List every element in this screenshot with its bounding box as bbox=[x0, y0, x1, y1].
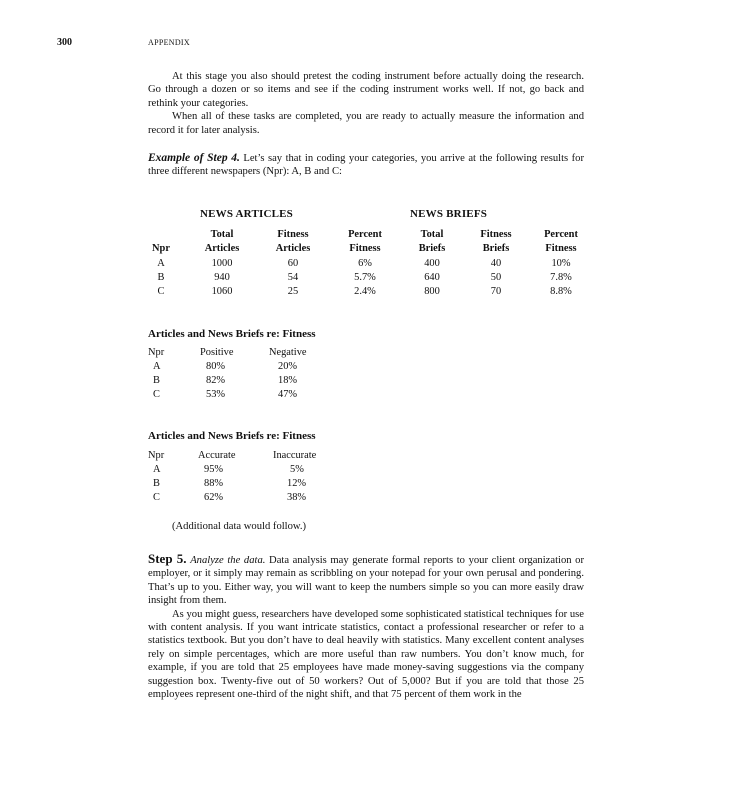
example-text: Let’s say that in coding your categories, you arrive at the following results for three different newspapers (Npr): A, B and C: bbox=[148, 153, 584, 178]
table-row bbox=[148, 492, 398, 505]
cell: 800 bbox=[424, 286, 440, 297]
cell: 5.7% bbox=[354, 272, 376, 283]
fitness-accuracy-header bbox=[148, 450, 398, 463]
page-number: 300 bbox=[57, 37, 72, 48]
example-step-4 bbox=[148, 152, 584, 179]
cell: A bbox=[153, 361, 161, 372]
header-cell: Fitness bbox=[349, 243, 381, 254]
cell: 47% bbox=[278, 389, 298, 400]
cell: 95% bbox=[204, 464, 224, 475]
cell: C bbox=[157, 286, 165, 297]
cell: 62% bbox=[204, 492, 224, 503]
table-row bbox=[148, 286, 588, 299]
cell: B bbox=[153, 375, 160, 386]
header-cell: Accurate bbox=[198, 450, 236, 461]
header-cell: Articles bbox=[204, 243, 240, 254]
cell: A bbox=[153, 464, 161, 475]
cell: C bbox=[153, 389, 160, 400]
news-briefs-heading: NEWS BRIEFS bbox=[410, 208, 488, 220]
table-row bbox=[148, 389, 398, 402]
step-5-heading: Step 5. bbox=[148, 551, 187, 566]
table-row bbox=[148, 478, 398, 491]
cell: 70 bbox=[490, 286, 502, 297]
cell: 40 bbox=[490, 258, 502, 269]
header-cell: Inaccurate bbox=[273, 450, 317, 461]
cell: 88% bbox=[204, 478, 224, 489]
step-5-title: Analyze the data. bbox=[190, 555, 266, 566]
cell: 38% bbox=[287, 492, 307, 503]
fitness-tone-header bbox=[148, 347, 398, 360]
intro-paragraph-2: When all of these tasks are completed, you are ready to actually measure the information and record it for later analysis. bbox=[148, 111, 584, 136]
table-header-row-2 bbox=[148, 243, 588, 256]
step-5-paragraph-1: Data analysis may generate formal reports to your client organization or employer, or it simply may remain as scribbling on your notepad for your own perusal and pondering. That’s up to you. Either way, you will want to keep the numbers simple so you can more easily draw insight from them. bbox=[148, 555, 584, 607]
header-cell: Positive bbox=[200, 347, 234, 358]
cell: 1000 bbox=[211, 258, 233, 269]
header-cell: Briefs bbox=[482, 243, 510, 254]
cell: 20% bbox=[278, 361, 298, 372]
cell: 5% bbox=[290, 464, 304, 475]
cell: 53% bbox=[206, 389, 226, 400]
header-cell: Percent bbox=[348, 229, 382, 240]
fitness-accuracy-title: Articles and News Briefs re: Fitness bbox=[148, 430, 316, 442]
table-row bbox=[148, 258, 588, 271]
header-cell: Negative bbox=[269, 347, 307, 358]
table-header-row-1 bbox=[148, 229, 588, 242]
step-5-paragraph-2: As you might guess, researchers have developed some sophisticated statistical techniques for use with content analysis. If you want intricate statistics, contact a professional researcher or refer to a statistics textbook. But you don’t have to deal heavily with statistics. Many excellent content analyses rely on simple percentages, which are more useful than raw numbers. You don’t know much, for example, if you are told that 25 employees have made money-saving suggestions via the company suggestion box. Twenty-five out of 50 workers? Out of 5,000? But if you are told that those 25 employees represent one-third of the night shift, and that 75 percent of them work in the bbox=[148, 608, 584, 701]
cell: 7.8% bbox=[550, 272, 572, 283]
intro-paragraph-1: At this stage you also should pretest the coding instrument before actually doing the research. Go through a dozen or so items and see if the coding instrument works well. If not, go back and rethink your categories. bbox=[148, 71, 584, 109]
table-row bbox=[148, 464, 398, 477]
header-cell: Briefs bbox=[418, 243, 446, 254]
header-cell: Total bbox=[420, 229, 444, 240]
cell: A bbox=[157, 258, 165, 269]
cell: 80% bbox=[206, 361, 226, 372]
cell: 2.4% bbox=[354, 286, 376, 297]
cell: B bbox=[157, 272, 165, 283]
table-row bbox=[148, 375, 398, 388]
news-articles-heading: NEWS ARTICLES bbox=[200, 208, 293, 220]
header-cell: Total bbox=[210, 229, 234, 240]
table-row bbox=[148, 361, 398, 374]
header-cell: Npr bbox=[148, 450, 165, 461]
cell: 18% bbox=[278, 375, 298, 386]
cell: 82% bbox=[206, 375, 226, 386]
cell: 400 bbox=[424, 258, 440, 269]
fitness-tone-title: Articles and News Briefs re: Fitness bbox=[148, 328, 316, 340]
cell: 6% bbox=[358, 258, 372, 269]
cell: 50 bbox=[490, 272, 502, 283]
cell: 640 bbox=[424, 272, 440, 283]
cell: 1060 bbox=[211, 286, 233, 297]
intro-section bbox=[148, 70, 584, 137]
running-head: APPENDIX bbox=[148, 38, 190, 47]
cell: 940 bbox=[214, 272, 230, 283]
step-5-section bbox=[148, 552, 584, 701]
additional-data-note: (Additional data would follow.) bbox=[172, 521, 307, 532]
cell: 8.8% bbox=[550, 286, 572, 297]
cell: B bbox=[153, 478, 160, 489]
table-row bbox=[148, 272, 588, 285]
header-cell: Npr bbox=[152, 243, 170, 254]
header-cell: Fitness bbox=[545, 243, 577, 254]
header-cell: Fitness bbox=[480, 229, 512, 240]
header-cell: Percent bbox=[544, 229, 578, 240]
cell: 10% bbox=[551, 258, 571, 269]
cell: 25 bbox=[287, 286, 299, 297]
header-cell: Articles bbox=[275, 243, 311, 254]
cell: C bbox=[153, 492, 160, 503]
header-cell: Fitness bbox=[277, 229, 309, 240]
cell: 54 bbox=[287, 272, 299, 283]
example-heading: Example of Step 4. bbox=[148, 152, 240, 164]
cell: 12% bbox=[287, 478, 307, 489]
cell: 60 bbox=[287, 258, 299, 269]
header-cell: Npr bbox=[148, 347, 165, 358]
